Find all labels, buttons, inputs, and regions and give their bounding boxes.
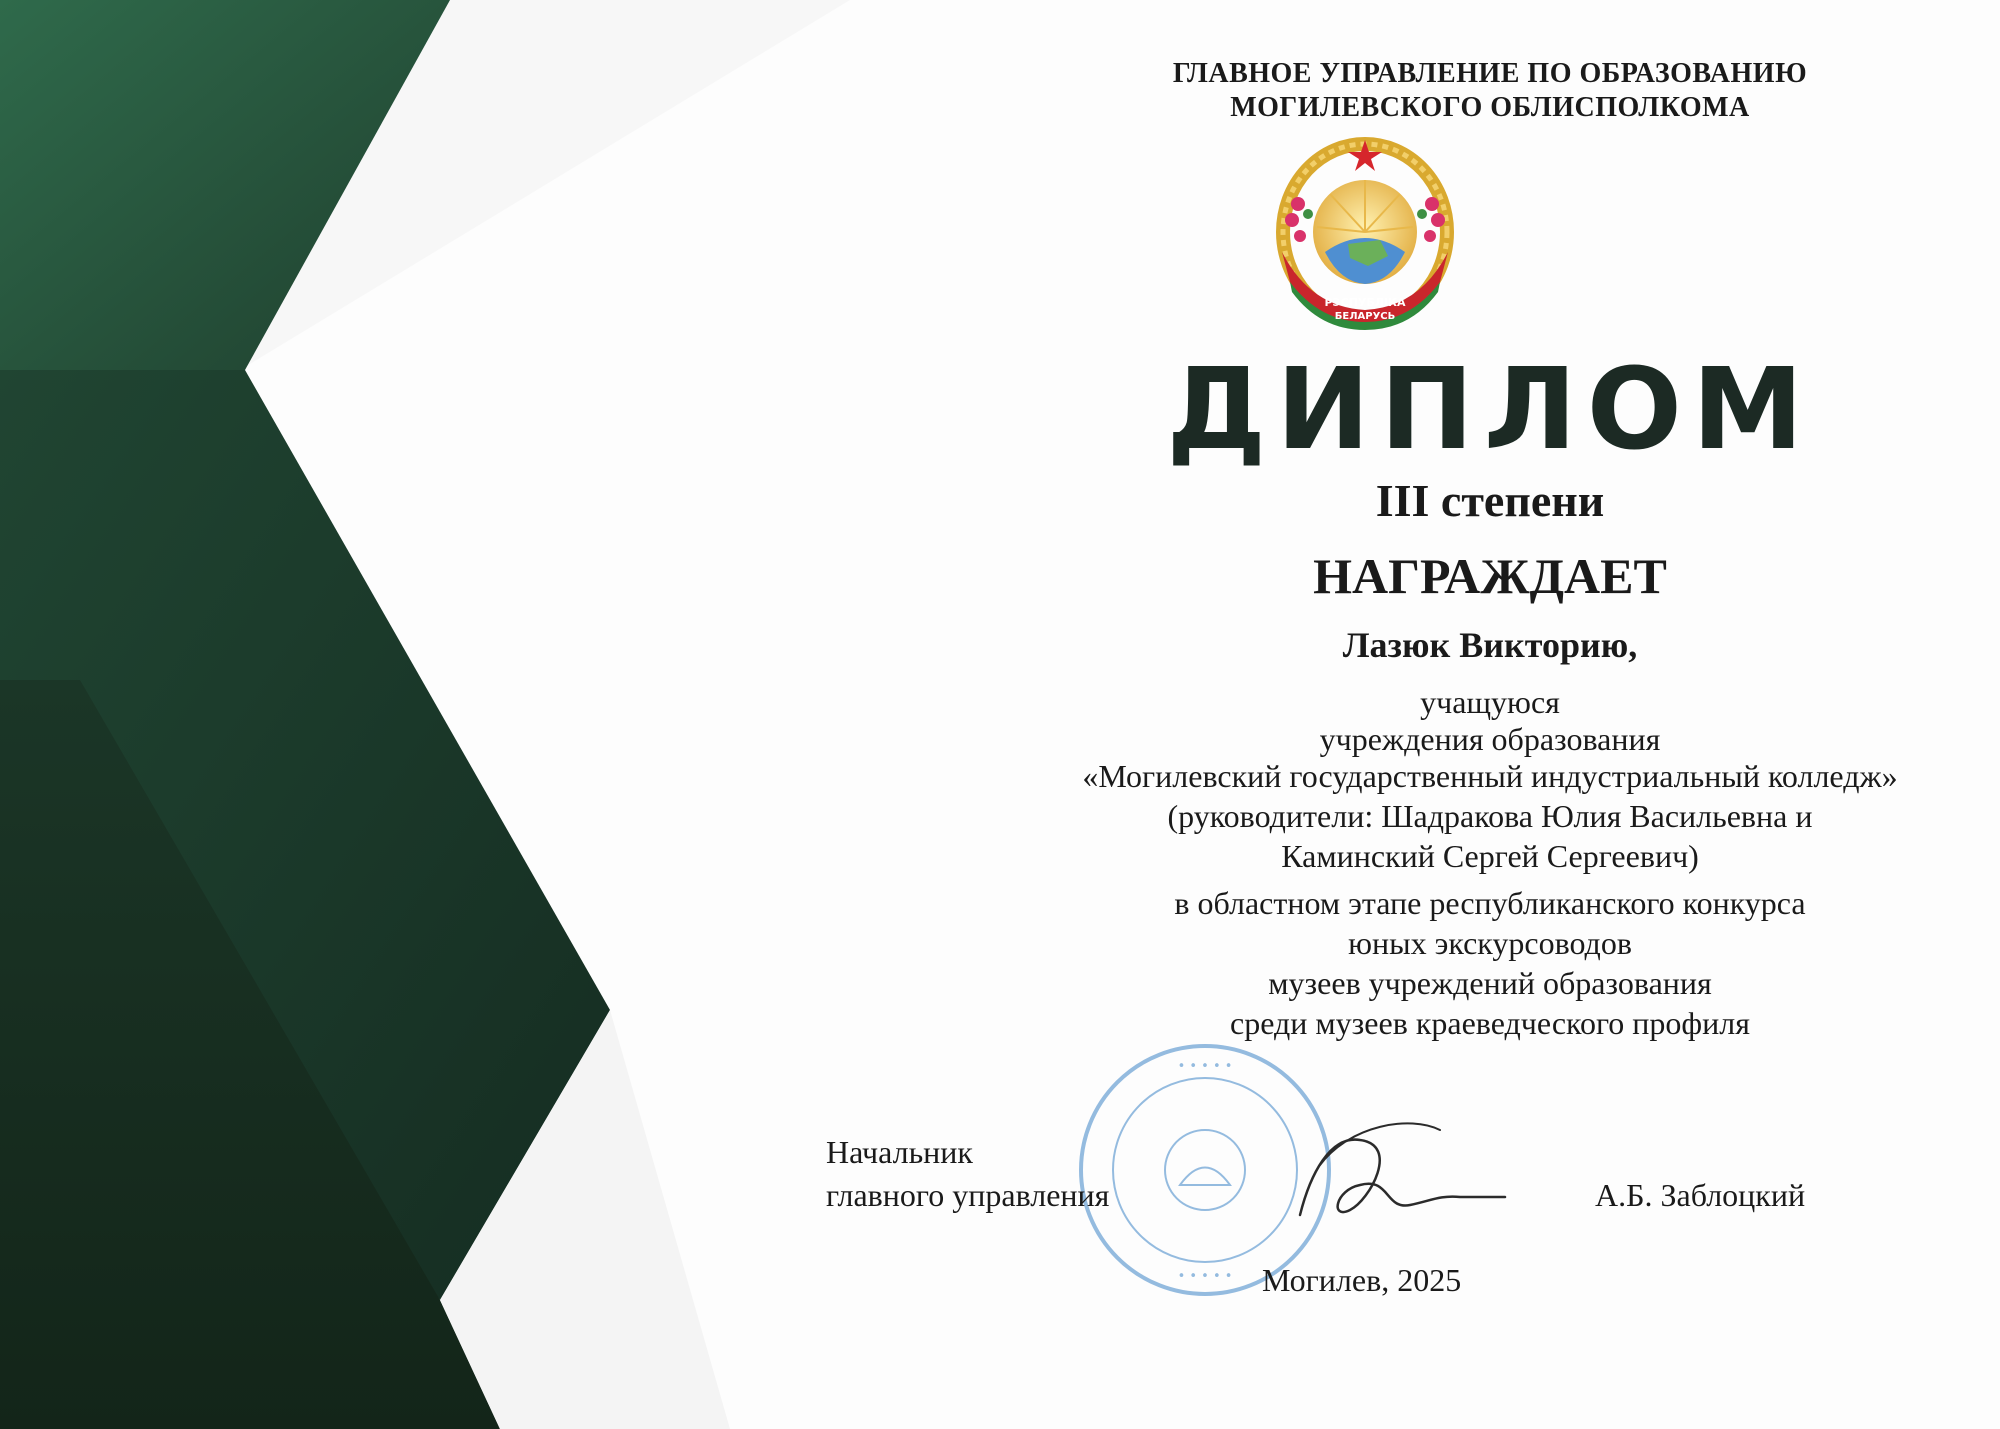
svg-text:• • • • •: • • • • •	[1177, 1269, 1233, 1284]
body-line-1: учащуюся	[1420, 684, 1560, 720]
body-line-4: (руководители: Шадракова Юлия Васильевна и	[1167, 798, 1813, 834]
place-and-year: Могилев, 2025	[1262, 1262, 1462, 1298]
diploma-degree: III степени	[1375, 475, 1605, 526]
awards-heading: НАГРАЖДАЕТ	[1313, 548, 1667, 604]
signatory-name: А.Б. Заблоцкий	[1595, 1177, 1806, 1213]
issuer-line-2: МОГИЛЕВСКОГО ОБЛИСПОЛКОМА	[1230, 92, 1750, 123]
issuer-line-1: ГЛАВНОЕ УПРАВЛЕНИЕ ПО ОБРАЗОВАНИЮ	[1172, 58, 1808, 89]
diploma-title: ДИПЛОМ	[1166, 345, 1814, 475]
body-line-7: юных экскурсоводов	[1348, 925, 1632, 961]
body-line-6: в областном этапе республиканского конкурса	[1174, 885, 1806, 921]
emblem-ribbon-line-1: РЭСПУБЛІКА	[1324, 296, 1406, 309]
body-line-3: «Могилевский государственный индустриальный колледж»	[1082, 758, 1898, 794]
emblem-ribbon-line-2: БЕЛАРУСЬ	[1334, 311, 1396, 322]
recipient-name: Лазюк Викторию,	[1342, 625, 1638, 665]
signatory-position-line-2: главного управления	[826, 1177, 1110, 1213]
body-line-9: среди музеев краеведческого профиля	[1230, 1005, 1750, 1041]
belarus-coat-of-arms-icon	[1270, 132, 1460, 330]
body-line-8: музеев учреждений образования	[1268, 965, 1712, 1001]
svg-text:• • • • •: • • • • •	[1177, 1059, 1233, 1074]
body-line-2: учреждения образования	[1319, 721, 1661, 757]
handwritten-signature	[1290, 1115, 1510, 1235]
body-line-5: Каминский Сергей Сергеевич)	[1281, 838, 1699, 874]
signatory-position-line-1: Начальник	[826, 1134, 973, 1170]
